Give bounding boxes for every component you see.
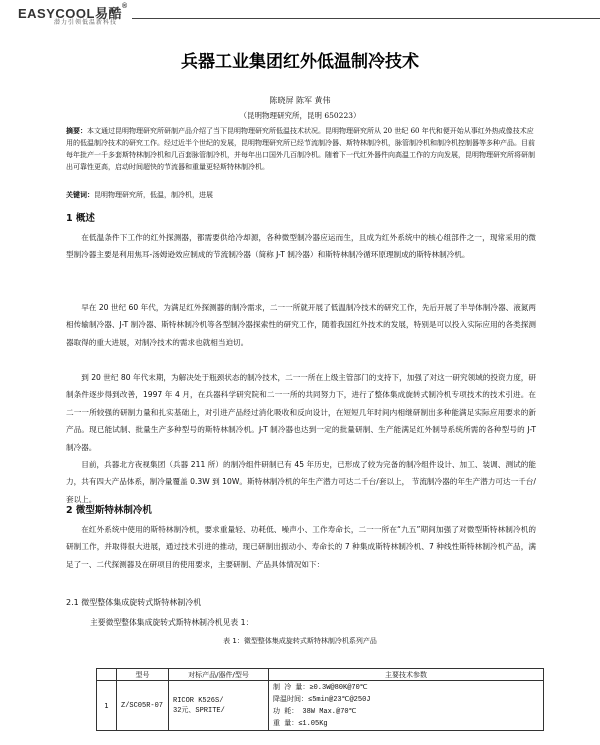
spec-table <box>96 668 544 731</box>
abstract-text: 本文通过昆明物理研究所研制产品介绍了当下昆明物理研究所低温技术状况。昆明物理研究所从 20 世纪 60 年代和便开始从事红外热成像技术应用的低温制冷技术的研究工作。经过近半个世纪的发展，昆明物理研究所已经节流制冷器、斯特林制冷机，脉管制冷机和制冷机控制器等多种产品。目前每年批产一千多套斯特林制冷机和几百套脉管制冷机，并每年出口国外几百制冷机。随着下一代红外器件向高温工作的方向发展，昆明物理研究所将研制出可靠性更高，启动时间超快的节流器和重量更轻斯特林制冷机。 <box>66 127 535 171</box>
table-intro: 主要微型整体集成旋转式斯特林制冷机见表 1： <box>90 618 254 627</box>
paragraph: 在低温条件下工作的红外探测器，都需要供给冷却源，各种微型制冷器应运而生，且成为红外系统中的核心组部件之一，现常采用的微型制冷器主要是利用焦耳-汤姆逊效应制成的节流制冷器（简称 J-T 制冷器）和斯特林制冷循环原理制成的斯特林制冷机。 <box>66 233 536 260</box>
param-line: 重 量：≤1.05Kg <box>273 720 328 728</box>
abstract <box>66 125 536 173</box>
paragraph: 到 20 世纪 80 年代末期，为解决处于瓶颈状态的制冷技术，二一一所在上级主管部门的支持下，加强了对这一研究领域的投资力度，研制条件逐步得到改善，1997 年 4 月，在兵器科学研究院和二一一所的共同努力下，进行了整体集成旋转式制冷机专项技术的技术引进。在二一一所较强的研制力量和扎实基础上，对引进产品经过消化吸收和反向设计，在短短几年时间内相继研制出多种能满足实际应用要求的新产品。现已能试制、批量生产多种型号的斯特林制冷机。J-T 制冷器也达到一定的批量研制、生产能满足红外制导系统所需的各种型号的 J-T 制冷器。 <box>66 373 536 452</box>
model-cell: Z/SC05R-07 <box>117 681 169 731</box>
abstract-label: 摘要： <box>66 127 87 135</box>
param-line: 制 冷 量：≥0.3W@80K@70℃ <box>273 684 368 692</box>
brand-name: EASYCOOL易酷 <box>18 6 122 21</box>
authors: 陈晓屏 陈军 黄伟 <box>269 96 331 105</box>
paragraph: 在红外系统中使用的斯特林制冷机，要求重量轻、功耗低、噪声小、工作寿命长，二一一所在“九五”期间加强了对微型斯特林制冷机的研制工作，并取得很大进展，通过技术引进的推动，现已研制出振动小、寿命长的 7 种集成斯特林制冷机、7 种线性斯特林制冷机产品，满足了一、二代探测器及在研项目的使用要求，主要研制、产品具体情况如下： <box>66 525 536 569</box>
params-cell <box>269 681 544 731</box>
paper-title: 兵器工业集团红外低温制冷技术 <box>181 52 419 72</box>
param-line: 降温时间：≤5min@23℃@250J <box>273 696 371 704</box>
table-header-cell: 主要技术参数 <box>269 669 544 681</box>
affiliation: （昆明物理研究所，昆明 650223） <box>239 111 361 120</box>
brand-slogan: 潜力引领低温新科技 <box>54 19 118 26</box>
compat-line: RICOR K526S/ <box>173 696 224 705</box>
table-header-cell <box>97 669 117 681</box>
param-line: 功 耗： 38W Max.@70℃ <box>273 708 357 716</box>
section-heading-stirling: 2 微型斯特林制冷机 <box>66 505 152 516</box>
table-header-row <box>97 669 544 681</box>
page-header <box>0 0 600 24</box>
table-header-cell: 对标产品/器件/型号 <box>169 669 269 681</box>
section-heading-overview: 1 概述 <box>66 213 95 224</box>
paragraph: 早在 20 世纪 60 年代，为满足红外探测器的制冷需求，二一一所就开展了低温制冷技术的研究工作，先后开展了半导体制冷器、液氮两相传输制冷器、J-T 制冷器、斯特林制冷机等各型制冷器探索性的研究工作，随着我国红外技术的发展，特别是可以投入实际应用的各类探测器取得的重大进展，对制冷技术的需求也就相当迫切。 <box>66 303 536 347</box>
compat-line: 32元、SPRITE/ <box>173 706 225 715</box>
header-rule <box>132 18 600 19</box>
paragraph: 目前，兵器北方夜视集团（兵器 211 所）的制冷组件研制已有 45 年历史，已形成了较为完备的制冷组件设计、加工、装调、测试的能力，共有四大产品体系，制冷量覆盖 0.3W 到 10W。斯特林制冷机的年生产潜力可达二千台/套以上， 节流制冷器的年生产潜力可达一千台/套以上。 <box>66 460 536 504</box>
table-row <box>97 681 544 731</box>
keywords-text: 昆明物理研究所，低温，制冷机，进展 <box>94 191 213 199</box>
registered-mark: ® <box>121 3 128 10</box>
keywords <box>66 190 536 200</box>
table-caption: 表 1：微型整体集成旋转式斯特林制冷机系列产品 <box>223 637 377 645</box>
subsection-heading: 2.1 微型整体集成旋转式斯特林制冷机 <box>66 598 202 607</box>
row-index: 1 <box>97 681 117 731</box>
table-header-cell: 型号 <box>117 669 169 681</box>
compat-cell <box>169 681 269 731</box>
keywords-label: 关键词： <box>66 191 94 199</box>
